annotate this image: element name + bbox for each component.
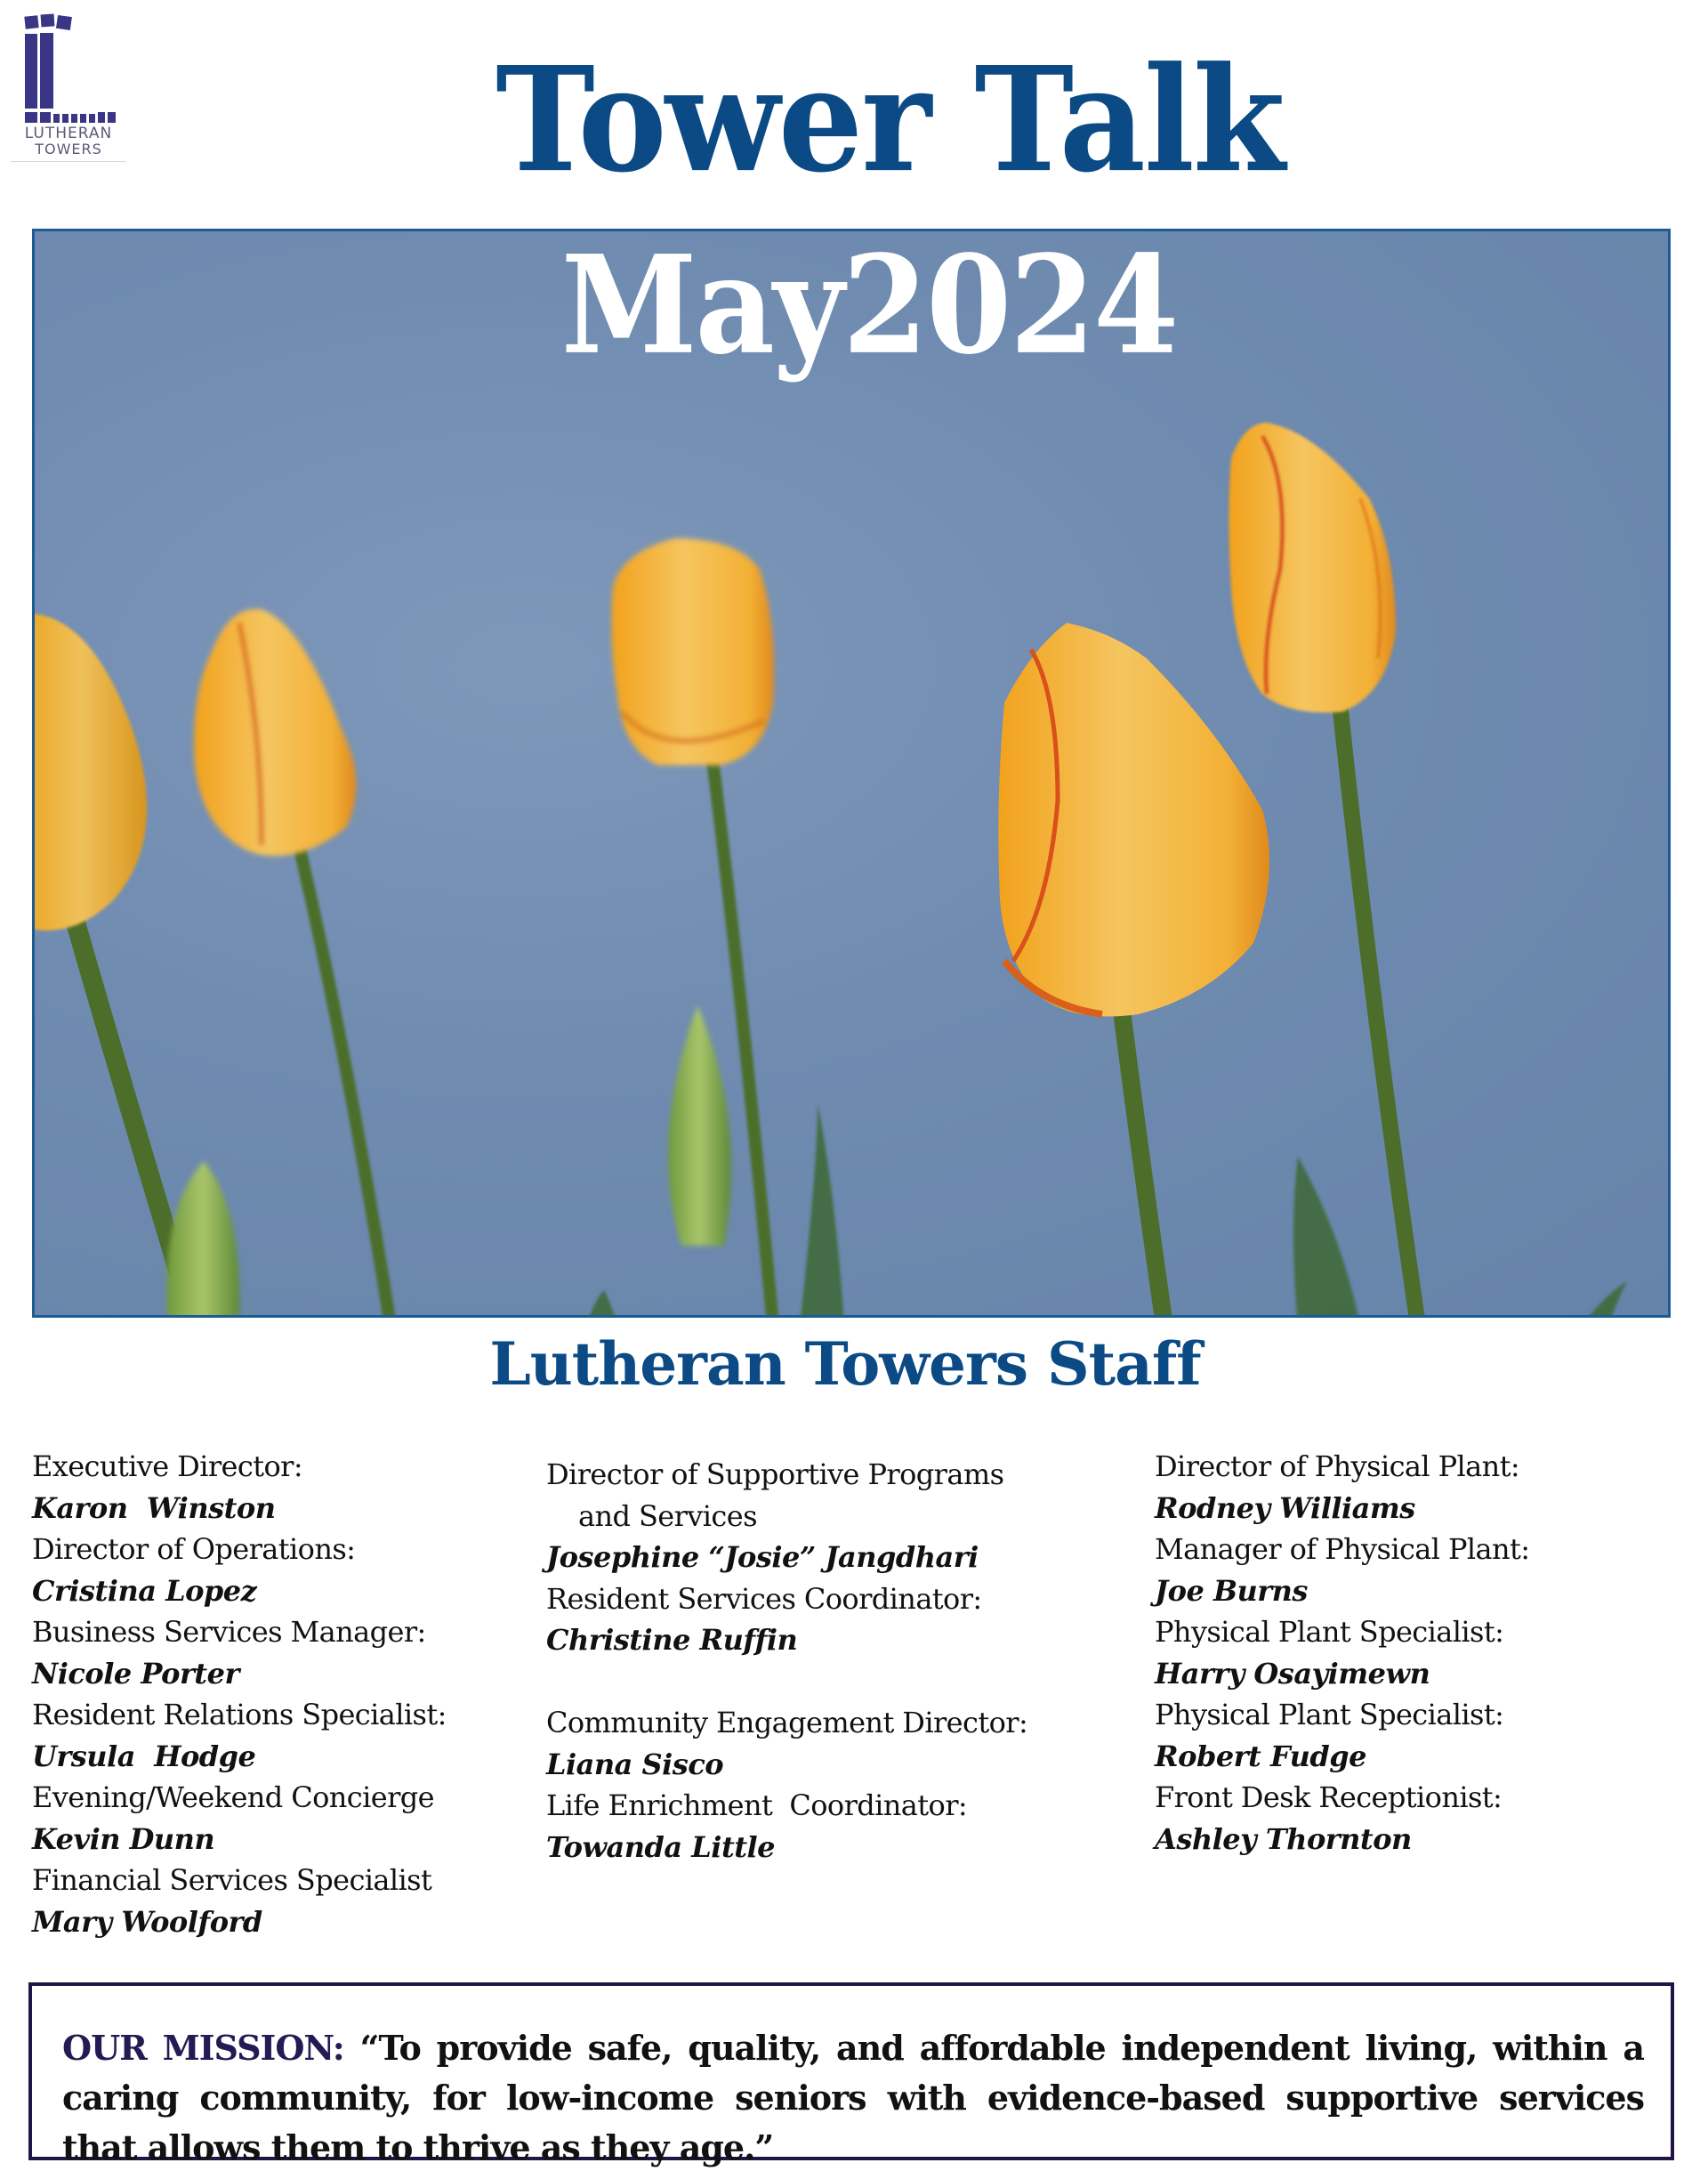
staff-role: Director of Supportive Programs — [546, 1457, 1004, 1491]
logo-text-towers: TOWERS — [35, 141, 102, 157]
staff-role: Physical Plant Specialist: — [1155, 1698, 1504, 1731]
staff-role: Resident Services Coordinator: — [546, 1581, 982, 1616]
staff-entry — [1155, 1611, 1529, 1694]
staff-name: Karon Winston — [32, 1490, 276, 1525]
staff-name: Christine Ruffin — [546, 1623, 798, 1657]
staff-role: Director of Physical Plant: — [1155, 1449, 1520, 1483]
staff-role: Executive Director: — [32, 1449, 303, 1483]
staff-name: Liana Sisco — [546, 1747, 724, 1781]
staff-entry — [546, 1785, 1027, 1868]
staff-section-heading: Lutheran Towers Staff — [489, 1329, 1201, 1399]
staff-entry — [32, 1694, 447, 1777]
staff-role: Business Services Manager: — [32, 1615, 426, 1649]
staff-name: Harry Osayimewn — [1155, 1656, 1430, 1691]
staff-role: Evening/Weekend Concierge — [32, 1780, 435, 1814]
staff-entry — [1155, 1446, 1529, 1529]
staff-entry — [32, 1777, 447, 1860]
staff-name: Robert Fudge — [1155, 1739, 1366, 1773]
staff-column-3 — [1155, 1446, 1529, 1860]
staff-role: Physical Plant Specialist: — [1155, 1615, 1504, 1649]
staff-entry — [32, 1611, 447, 1694]
staff-entry — [32, 1529, 447, 1611]
staff-role: Life Enrichment Coordinator: — [546, 1788, 968, 1822]
staff-entry — [546, 1578, 1027, 1661]
staff-name: Towanda Little — [546, 1829, 776, 1864]
staff-name: Rodney Williams — [1155, 1490, 1415, 1525]
tulips-illustration — [35, 231, 1671, 1318]
staff-name: Kevin Dunn — [32, 1821, 215, 1856]
staff-role: Front Desk Receptionist: — [1155, 1780, 1503, 1814]
staff-entry — [32, 1860, 447, 1942]
staff-column-2 — [546, 1454, 1027, 1868]
staff-role: Financial Services Specialist — [32, 1863, 432, 1897]
staff-name: Josephine “Josie” Jangdhari — [546, 1540, 979, 1574]
staff-role: Director of Operations: — [32, 1532, 356, 1566]
cover-photo-tulips — [32, 229, 1671, 1318]
spacer — [546, 1661, 1027, 1703]
mission-text: “To provide safe, quality, and affordable independent living, within a caring community, for low-income seniors with evidence-based supportive services that allows them to thrive as they age.” — [62, 2028, 1644, 2167]
mission-statement — [62, 2023, 1644, 2173]
staff-entry — [546, 1702, 1027, 1785]
staff-name: Mary Woolford — [32, 1904, 262, 1939]
staff-column-1 — [32, 1446, 447, 1942]
staff-role-continued: and Services — [578, 1498, 757, 1533]
staff-entry — [1155, 1777, 1529, 1860]
mission-statement-box — [28, 1982, 1674, 2167]
staff-entry — [1155, 1529, 1529, 1611]
staff-role: Resident Relations Specialist: — [32, 1698, 447, 1731]
staff-role: Community Engagement Director: — [546, 1706, 1028, 1739]
staff-role: Manager of Physical Plant: — [1155, 1532, 1530, 1566]
logo-text-lutheran: LUTHERAN — [24, 125, 113, 142]
staff-entry — [1155, 1694, 1529, 1777]
newsletter-title: Tower Talk — [495, 35, 1284, 206]
staff-entry — [546, 1454, 1027, 1578]
staff-name: Ashley Thornton — [1155, 1821, 1412, 1856]
issue-date: May2024 — [560, 229, 1178, 385]
staff-name: Joe Burns — [1155, 1573, 1308, 1608]
staff-name: Nicole Porter — [32, 1656, 239, 1691]
mission-label: OUR MISSION: — [62, 2028, 344, 2068]
staff-name: Cristina Lopez — [32, 1573, 257, 1608]
staff-entry — [32, 1446, 447, 1529]
staff-name: Ursula Hodge — [32, 1739, 256, 1773]
